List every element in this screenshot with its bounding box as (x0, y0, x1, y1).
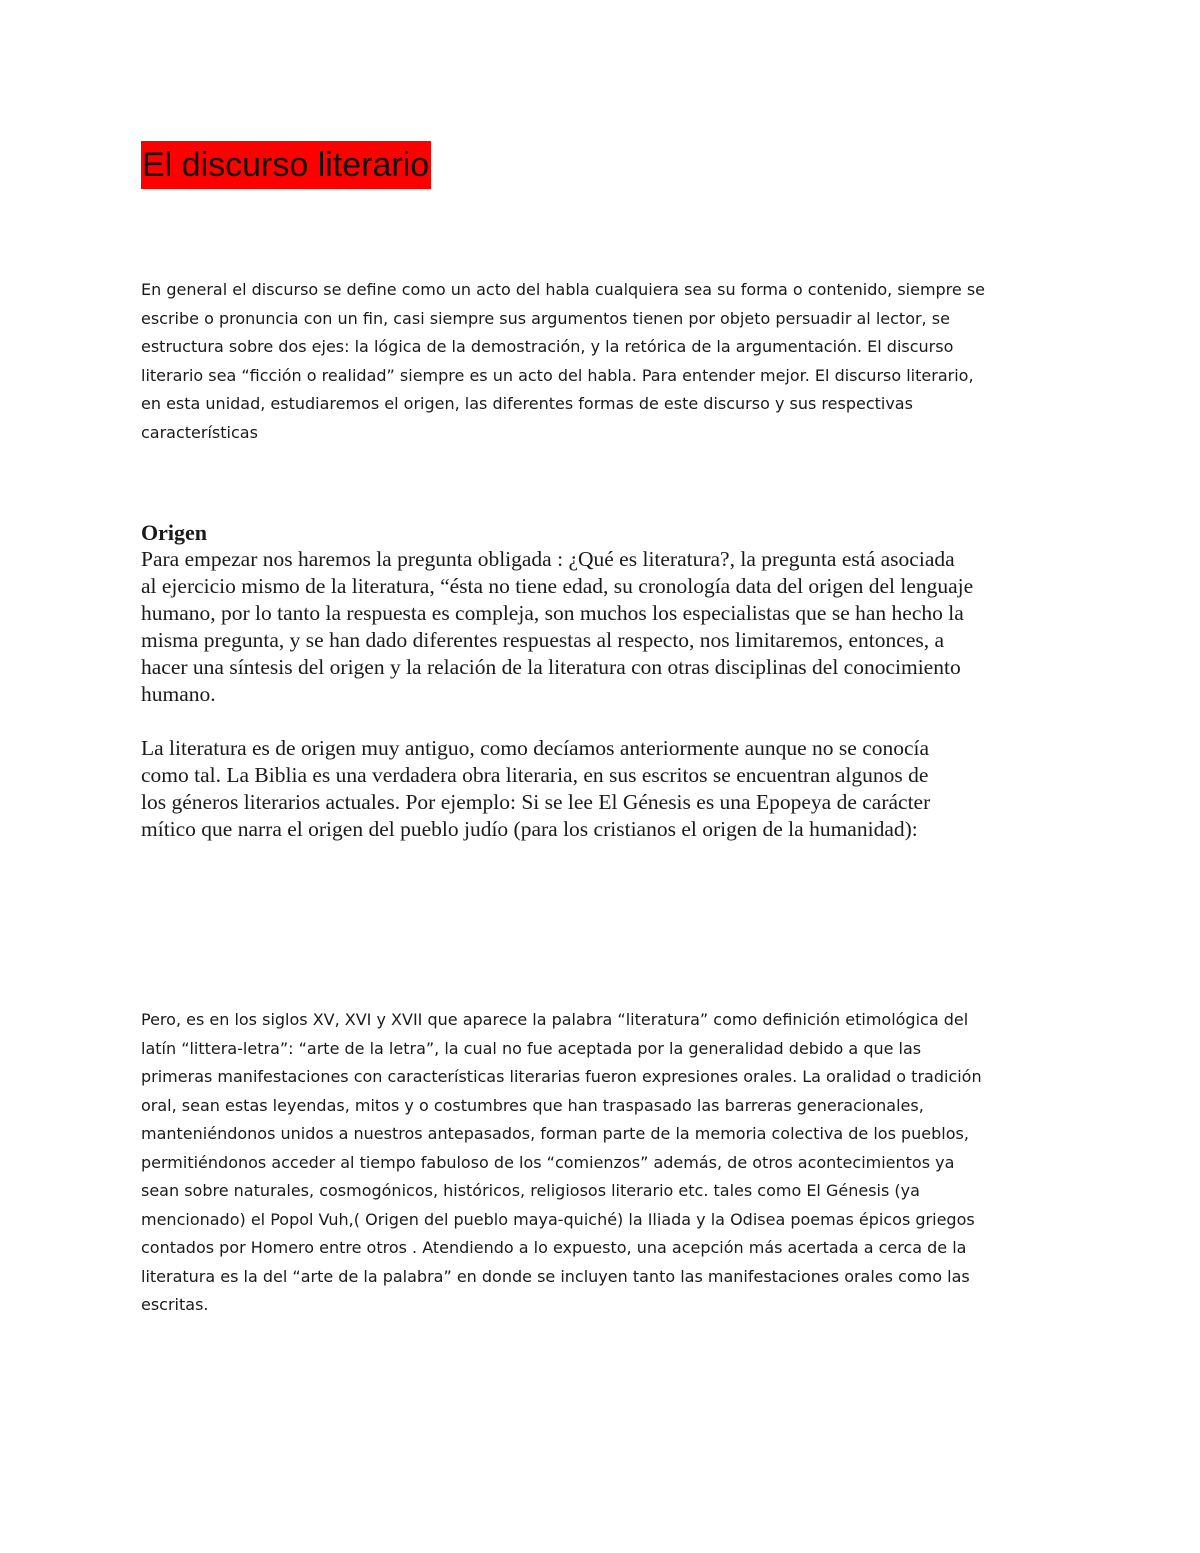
document-title: El discurso literario (141, 141, 431, 189)
paragraph-line: humano. (141, 682, 216, 706)
paragraph-line: estructura sobre dos ejes: la lógica de la demostración, y la retórica de la argumentación. El discurso (141, 337, 954, 356)
paragraph-line: Pero, es en los siglos XV, XVI y XVII que aparece la palabra “literatura” como definición etimológica del (141, 1010, 969, 1029)
paragraph-line: permitiéndonos acceder al tiempo fabuloso de los “comienzos” además, de otros acontecimientos ya (141, 1152, 955, 1172)
paragraph-line: misma pregunta, y se han dado diferentes respuestas al respecto, nos limitaremos, entonces, a (141, 628, 945, 652)
paragraph-line: hacer una síntesis del origen y la relación de la literatura con otras disciplinas del conocimiento (141, 655, 961, 679)
paragraph-line: literatura es la del “arte de la palabra” en donde se incluyen tanto las manifestaciones orales como las (141, 1266, 970, 1286)
paragraph-line: mítico que narra el origen del pueblo judío (para los cristianos el origen de la humanidad): (141, 817, 918, 841)
paragraph-line: en esta unidad, estudiaremos el origen, las diferentes formas de este discurso y sus respectivas (141, 394, 913, 413)
paragraph-line: manteniéndonos unidos a nuestros antepasados, forman parte de la memoria colectiva de los pueblos, (141, 1124, 969, 1143)
paragraph-line: oral, sean estas leyendas, mitos y o costumbres que han traspasado las barreras generacionales, (141, 1095, 924, 1115)
paragraph-line: al ejercicio mismo de la literatura, “ésta no tiene edad, su cronología data del origen del lenguaje (141, 574, 974, 598)
paragraph-line: características (141, 422, 258, 442)
paragraph-line: como tal. La Biblia es una verdadera obra literaria, en sus escritos se encuentran algunos de (141, 763, 929, 787)
paragraph-line: La literatura es de origen muy antiguo, como decíamos anteriormente aunque no se conocía (141, 736, 930, 760)
paragraph-line: En general el discurso se define como un acto del habla cualquiera sea su forma o contenido, siempre se (141, 280, 986, 299)
section-heading: Origen (141, 520, 207, 545)
paragraph-line: contados por Homero entre otros . Atendiendo a lo expuesto, una acepción más acertada a cerca de la (141, 1238, 967, 1257)
final-paragraph (141, 1006, 1061, 1320)
intro-paragraph (141, 276, 1061, 447)
paragraph-line: Para empezar nos haremos la pregunta obligada : ¿Qué es literatura?, la pregunta está asociada (141, 547, 955, 571)
paragraph-line: literario sea “ficción o realidad” siempre es un acto del habla. Para entender mejor. El discurso literario, (141, 365, 974, 385)
paragraph-line: humano, por lo tanto la respuesta es compleja, son muchos los especialistas que se han hecho la (141, 601, 964, 625)
origin-paragraph-1 (141, 546, 1061, 708)
paragraph-line: sean sobre naturales, cosmogónicos, históricos, religiosos literario etc. tales como El Génesis (ya (141, 1181, 920, 1200)
paragraph-line: mencionado) el Popol Vuh,( Origen del pueblo maya-quiché) la Iliada y la Odisea poemas épicos griegos (141, 1209, 975, 1229)
origin-paragraph-2 (141, 735, 1061, 843)
paragraph-line: primeras manifestaciones con características literarias fueron expresiones orales. La oralidad o tradición (141, 1067, 982, 1086)
paragraph-line: los géneros literarios actuales. Por ejemplo: Si se lee El Génesis es una Epopeya de carácter (141, 790, 931, 814)
paragraph-line: latín “littera-letra”: “arte de la letra”, la cual no fue aceptada por la generalidad debido a que las (141, 1038, 922, 1058)
paragraph-line: escritas. (141, 1295, 209, 1314)
paragraph-line: escribe o pronuncia con un fin, casi siempre sus argumentos tienen por objeto persuadir al lector, se (141, 308, 950, 328)
